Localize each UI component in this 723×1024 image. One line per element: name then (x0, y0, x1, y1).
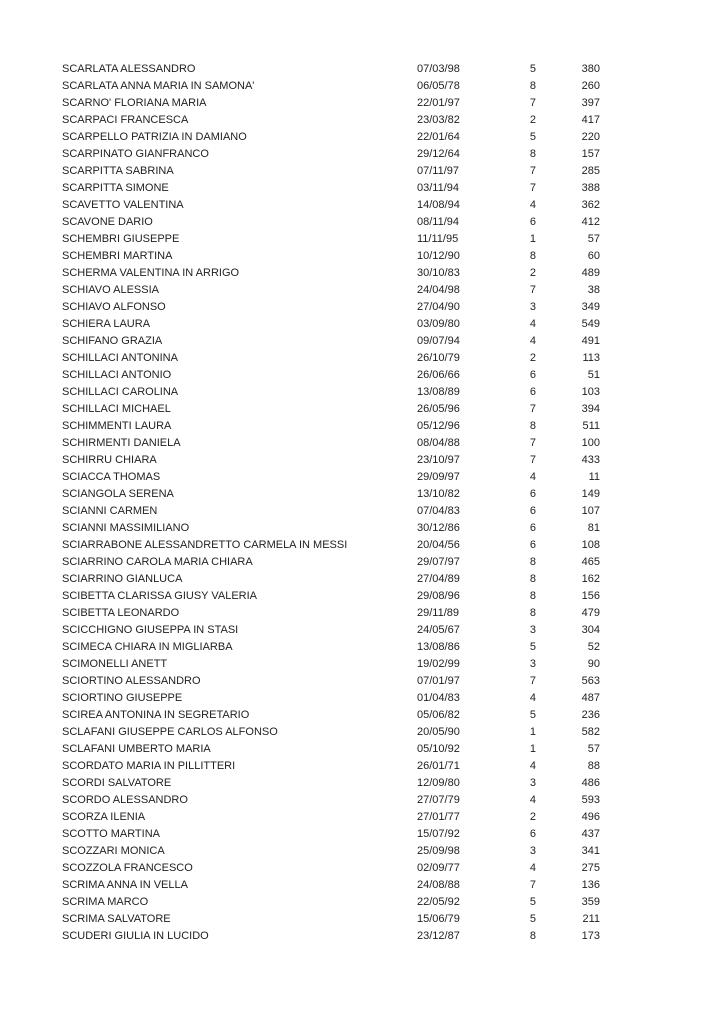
cell-date: 14/08/94 (417, 199, 460, 211)
cell-name: SCIANNI CARMEN (62, 505, 158, 517)
cell-number: 211 (582, 913, 600, 925)
table-row (62, 605, 723, 622)
cell-group: 2 (529, 114, 536, 126)
cell-group: 4 (529, 471, 536, 483)
table-row (62, 316, 723, 333)
cell-date: 29/09/97 (417, 471, 460, 483)
table-row (62, 367, 723, 384)
cell-date: 19/02/99 (417, 658, 460, 670)
cell-group: 6 (529, 539, 536, 551)
cell-group: 3 (529, 845, 536, 857)
cell-name: SCLAFANI UMBERTO MARIA (62, 743, 211, 755)
cell-date: 24/08/88 (417, 879, 460, 891)
table-row (62, 911, 723, 928)
cell-number: 491 (581, 335, 600, 347)
cell-group: 4 (529, 335, 536, 347)
cell-number: 511 (582, 420, 600, 432)
cell-date: 24/05/67 (417, 624, 460, 636)
cell-number: 103 (581, 386, 600, 398)
table-row (62, 384, 723, 401)
cell-group: 6 (529, 828, 536, 840)
cell-date: 06/05/78 (417, 80, 460, 92)
cell-group: 4 (529, 794, 536, 806)
cell-number: 60 (587, 250, 600, 262)
cell-date: 15/06/79 (417, 913, 460, 925)
cell-group: 4 (529, 760, 536, 772)
cell-number: 549 (581, 318, 600, 330)
table-row (62, 741, 723, 758)
cell-name: SCAVETTO VALENTINA (62, 199, 184, 211)
cell-number: 57 (587, 233, 600, 245)
cell-name: SCHIRMENTI DANIELA (62, 437, 181, 449)
cell-number: 341 (581, 845, 600, 857)
cell-name: SCIACCA THOMAS (62, 471, 161, 483)
cell-number: 162 (581, 573, 600, 585)
table-row (62, 877, 723, 894)
table-row (62, 622, 723, 639)
cell-number: 437 (581, 828, 600, 840)
table-row (62, 758, 723, 775)
cell-date: 11/11/95 (417, 233, 459, 245)
table-row (62, 78, 723, 95)
cell-group: 6 (529, 488, 536, 500)
cell-group: 8 (529, 930, 536, 942)
cell-group: 8 (529, 607, 536, 619)
cell-number: 486 (581, 777, 600, 789)
cell-number: 349 (581, 301, 600, 313)
cell-number: 88 (587, 760, 600, 772)
cell-group: 8 (529, 573, 536, 585)
table-row (62, 571, 723, 588)
cell-date: 26/01/71 (417, 760, 460, 772)
cell-number: 417 (581, 114, 600, 126)
table-row (62, 673, 723, 690)
cell-group: 7 (529, 403, 536, 415)
table-row (62, 639, 723, 656)
table-row (62, 350, 723, 367)
cell-group: 7 (529, 675, 536, 687)
cell-name: SCRIMA SALVATORE (62, 913, 171, 925)
cell-date: 27/01/77 (417, 811, 460, 823)
cell-number: 11 (588, 471, 600, 483)
table-row (62, 435, 723, 452)
cell-name: SCHIAVO ALESSIA (62, 284, 160, 296)
cell-date: 10/12/90 (417, 250, 460, 262)
cell-name: SCHERMA VALENTINA IN ARRIGO (62, 267, 240, 279)
cell-name: SCLAFANI GIUSEPPE CARLOS ALFONSO (62, 726, 278, 738)
cell-name: SCOZZOLA FRANCESCO (62, 862, 193, 874)
cell-name: SCHILLACI ANTONIO (62, 369, 172, 381)
cell-number: 285 (581, 165, 600, 177)
cell-number: 433 (581, 454, 600, 466)
cell-date: 27/07/79 (417, 794, 460, 806)
cell-date: 29/07/97 (417, 556, 460, 568)
cell-name: SCIBETTA CLARISSA GIUSY VALERIA (62, 590, 258, 602)
cell-number: 362 (581, 199, 600, 211)
cell-number: 582 (581, 726, 600, 738)
table-row (62, 248, 723, 265)
table-row (62, 656, 723, 673)
cell-date: 05/10/92 (417, 743, 460, 755)
cell-date: 08/11/94 (417, 216, 460, 228)
cell-group: 6 (529, 505, 536, 517)
table-row (62, 112, 723, 129)
cell-date: 03/09/80 (417, 318, 460, 330)
cell-date: 27/04/90 (417, 301, 460, 313)
table-row (62, 707, 723, 724)
cell-group: 5 (529, 896, 536, 908)
cell-date: 20/05/90 (417, 726, 460, 738)
cell-date: 30/12/86 (417, 522, 460, 534)
table-row (62, 469, 723, 486)
cell-date: 13/08/86 (417, 641, 460, 653)
cell-date: 07/11/97 (417, 165, 460, 177)
cell-date: 26/05/96 (417, 403, 460, 415)
cell-number: 52 (587, 641, 600, 653)
cell-group: 6 (529, 522, 536, 534)
cell-name: SCIARRABONE ALESSANDRETTO CARMELA IN MESSI (62, 539, 348, 551)
cell-date: 26/06/66 (417, 369, 460, 381)
cell-name: SCIBETTA LEONARDO (62, 607, 180, 619)
cell-group: 7 (529, 165, 536, 177)
table-row (62, 843, 723, 860)
cell-date: 29/08/96 (417, 590, 460, 602)
cell-group: 5 (529, 709, 536, 721)
cell-number: 173 (581, 930, 600, 942)
cell-group: 3 (529, 658, 536, 670)
table-row (62, 554, 723, 571)
cell-name: SCARPITTA SIMONE (62, 182, 169, 194)
cell-date: 03/11/94 (417, 182, 460, 194)
cell-date: 08/04/88 (417, 437, 460, 449)
cell-group: 1 (529, 726, 536, 738)
cell-group: 5 (529, 641, 536, 653)
cell-group: 1 (529, 233, 536, 245)
cell-group: 8 (529, 590, 536, 602)
cell-name: SCHIFANO GRAZIA (62, 335, 163, 347)
cell-number: 489 (581, 267, 600, 279)
cell-number: 304 (581, 624, 600, 636)
cell-group: 3 (529, 301, 536, 313)
table-row (62, 197, 723, 214)
table-row (62, 282, 723, 299)
cell-name: SCIMONELLI ANETT (62, 658, 168, 670)
cell-group: 1 (529, 743, 536, 755)
cell-number: 563 (581, 675, 600, 687)
cell-number: 496 (581, 811, 600, 823)
table-row (62, 486, 723, 503)
cell-group: 6 (529, 216, 536, 228)
table-row (62, 214, 723, 231)
cell-number: 397 (581, 97, 600, 109)
cell-group: 2 (529, 811, 536, 823)
table-row (62, 690, 723, 707)
cell-group: 6 (529, 386, 536, 398)
cell-number: 487 (581, 692, 600, 704)
cell-group: 7 (529, 879, 536, 891)
cell-date: 02/09/77 (417, 862, 460, 874)
cell-number: 388 (581, 182, 600, 194)
table-row (62, 95, 723, 112)
table-row (62, 928, 723, 945)
table-row (62, 588, 723, 605)
cell-date: 23/12/87 (417, 930, 460, 942)
cell-number: 113 (582, 352, 600, 364)
cell-date: 27/04/89 (417, 573, 460, 585)
cell-group: 7 (529, 97, 536, 109)
cell-name: SCOZZARI MONICA (62, 845, 165, 857)
table-row (62, 724, 723, 741)
cell-date: 07/04/83 (417, 505, 460, 517)
cell-group: 8 (529, 556, 536, 568)
cell-name: SCAVONE DARIO (62, 216, 153, 228)
cell-name: SCIORTINO GIUSEPPE (62, 692, 183, 704)
cell-number: 593 (581, 794, 600, 806)
cell-group: 8 (529, 250, 536, 262)
cell-date: 30/10/83 (417, 267, 460, 279)
cell-date: 29/11/89 (417, 607, 460, 619)
table-row (62, 129, 723, 146)
cell-name: SCHEMBRI GIUSEPPE (62, 233, 180, 245)
cell-number: 81 (587, 522, 600, 534)
cell-name: SCUDERI GIULIA IN LUCIDO (62, 930, 209, 942)
table-row (62, 265, 723, 282)
cell-number: 100 (581, 437, 600, 449)
cell-number: 412 (581, 216, 600, 228)
cell-group: 3 (529, 624, 536, 636)
cell-name: SCARPELLO PATRIZIA IN DAMIANO (62, 131, 247, 143)
cell-group: 5 (529, 131, 536, 143)
table-row (62, 826, 723, 843)
cell-date: 15/07/92 (417, 828, 460, 840)
cell-date: 29/12/64 (417, 148, 460, 160)
cell-number: 465 (581, 556, 600, 568)
cell-number: 90 (587, 658, 600, 670)
cell-number: 394 (581, 403, 600, 415)
cell-date: 26/10/79 (417, 352, 460, 364)
table-row (62, 520, 723, 537)
cell-group: 7 (529, 284, 536, 296)
cell-name: SCARNO' FLORIANA MARIA (62, 97, 207, 109)
cell-number: 479 (581, 607, 600, 619)
cell-number: 380 (581, 63, 600, 75)
table-row (62, 146, 723, 163)
cell-date: 23/10/97 (417, 454, 460, 466)
cell-name: SCHILLACI ANTONINA (62, 352, 178, 364)
cell-name: SCIARRINO GIANLUCA (62, 573, 183, 585)
table-row (62, 231, 723, 248)
cell-name: SCARPACI FRANCESCA (62, 114, 189, 126)
cell-group: 8 (529, 420, 536, 432)
cell-date: 25/09/98 (417, 845, 460, 857)
table-row (62, 452, 723, 469)
cell-date: 22/05/92 (417, 896, 460, 908)
cell-number: 359 (581, 896, 600, 908)
cell-group: 2 (529, 267, 536, 279)
cell-group: 7 (529, 437, 536, 449)
table-row (62, 61, 723, 78)
cell-date: 22/01/64 (417, 131, 460, 143)
cell-number: 156 (581, 590, 600, 602)
cell-group: 7 (529, 454, 536, 466)
cell-date: 05/06/82 (417, 709, 460, 721)
cell-number: 275 (581, 862, 600, 874)
table-row (62, 180, 723, 197)
cell-number: 51 (587, 369, 600, 381)
cell-group: 8 (529, 80, 536, 92)
cell-date: 09/07/94 (417, 335, 460, 347)
cell-number: 149 (581, 488, 600, 500)
cell-name: SCIREA ANTONINA IN SEGRETARIO (62, 709, 250, 721)
cell-group: 4 (529, 862, 536, 874)
cell-date: 13/10/82 (417, 488, 460, 500)
cell-number: 108 (581, 539, 600, 551)
cell-name: SCIMECA CHIARA IN MIGLIARBA (62, 641, 233, 653)
cell-name: SCORDO ALESSANDRO (62, 794, 188, 806)
cell-group: 3 (529, 777, 536, 789)
table-row (62, 333, 723, 350)
cell-number: 57 (587, 743, 600, 755)
cell-name: SCHEMBRI MARTINA (62, 250, 173, 262)
cell-name: SCIORTINO ALESSANDRO (62, 675, 201, 687)
cell-date: 13/08/89 (417, 386, 460, 398)
cell-group: 5 (529, 913, 536, 925)
table-row (62, 809, 723, 826)
cell-number: 220 (581, 131, 600, 143)
table-row (62, 299, 723, 316)
cell-date: 20/04/56 (417, 539, 460, 551)
cell-number: 157 (581, 148, 600, 160)
table-row (62, 503, 723, 520)
cell-name: SCHIRRU CHIARA (62, 454, 157, 466)
cell-date: 07/01/97 (417, 675, 460, 687)
table-row (62, 418, 723, 435)
cell-date: 24/04/98 (417, 284, 460, 296)
table-row (62, 860, 723, 877)
cell-name: SCICCHIGNO GIUSEPPA IN STASI (62, 624, 239, 636)
cell-name: SCARLATA ANNA MARIA IN SAMONA' (62, 80, 255, 92)
cell-number: 236 (581, 709, 600, 721)
cell-group: 7 (529, 182, 536, 194)
cell-group: 2 (529, 352, 536, 364)
cell-name: SCHILLACI CAROLINA (62, 386, 179, 398)
cell-name: SCIARRINO CAROLA MARIA CHIARA (62, 556, 253, 568)
cell-number: 38 (587, 284, 600, 296)
cell-name: SCHILLACI MICHAEL (62, 403, 171, 415)
cell-number: 136 (581, 879, 600, 891)
cell-date: 05/12/96 (417, 420, 460, 432)
cell-name: SCIANNI MASSIMILIANO (62, 522, 190, 534)
cell-name: SCOTTO MARTINA (62, 828, 160, 840)
cell-name: SCHIERA LAURA (62, 318, 151, 330)
table-row (62, 163, 723, 180)
cell-name: SCHIAVO ALFONSO (62, 301, 166, 313)
table-row (62, 894, 723, 911)
cell-date: 07/03/98 (417, 63, 460, 75)
cell-group: 6 (529, 369, 536, 381)
cell-name: SCHIMMENTI LAURA (62, 420, 172, 432)
records-list (62, 61, 723, 945)
cell-group: 4 (529, 318, 536, 330)
cell-group: 4 (529, 692, 536, 704)
cell-name: SCARPITTA SABRINA (62, 165, 174, 177)
cell-name: SCARPINATO GIANFRANCO (62, 148, 209, 160)
cell-name: SCORZA ILENIA (62, 811, 146, 823)
table-row (62, 537, 723, 554)
cell-group: 5 (529, 63, 536, 75)
cell-date: 22/01/97 (417, 97, 460, 109)
cell-date: 01/04/83 (417, 692, 460, 704)
cell-number: 260 (581, 80, 600, 92)
cell-name: SCIANGOLA SERENA (62, 488, 174, 500)
table-row (62, 792, 723, 809)
cell-date: 12/09/80 (417, 777, 460, 789)
cell-name: SCRIMA ANNA IN VELLA (62, 879, 188, 891)
cell-name: SCRIMA MARCO (62, 896, 149, 908)
cell-name: SCARLATA ALESSANDRO (62, 63, 196, 75)
cell-name: SCORDATO MARIA IN PILLITTERI (62, 760, 236, 772)
cell-group: 4 (529, 199, 536, 211)
cell-name: SCORDI SALVATORE (62, 777, 172, 789)
table-row (62, 775, 723, 792)
cell-number: 107 (581, 505, 600, 517)
table-row (62, 401, 723, 418)
cell-group: 8 (529, 148, 536, 160)
cell-date: 23/03/82 (417, 114, 460, 126)
